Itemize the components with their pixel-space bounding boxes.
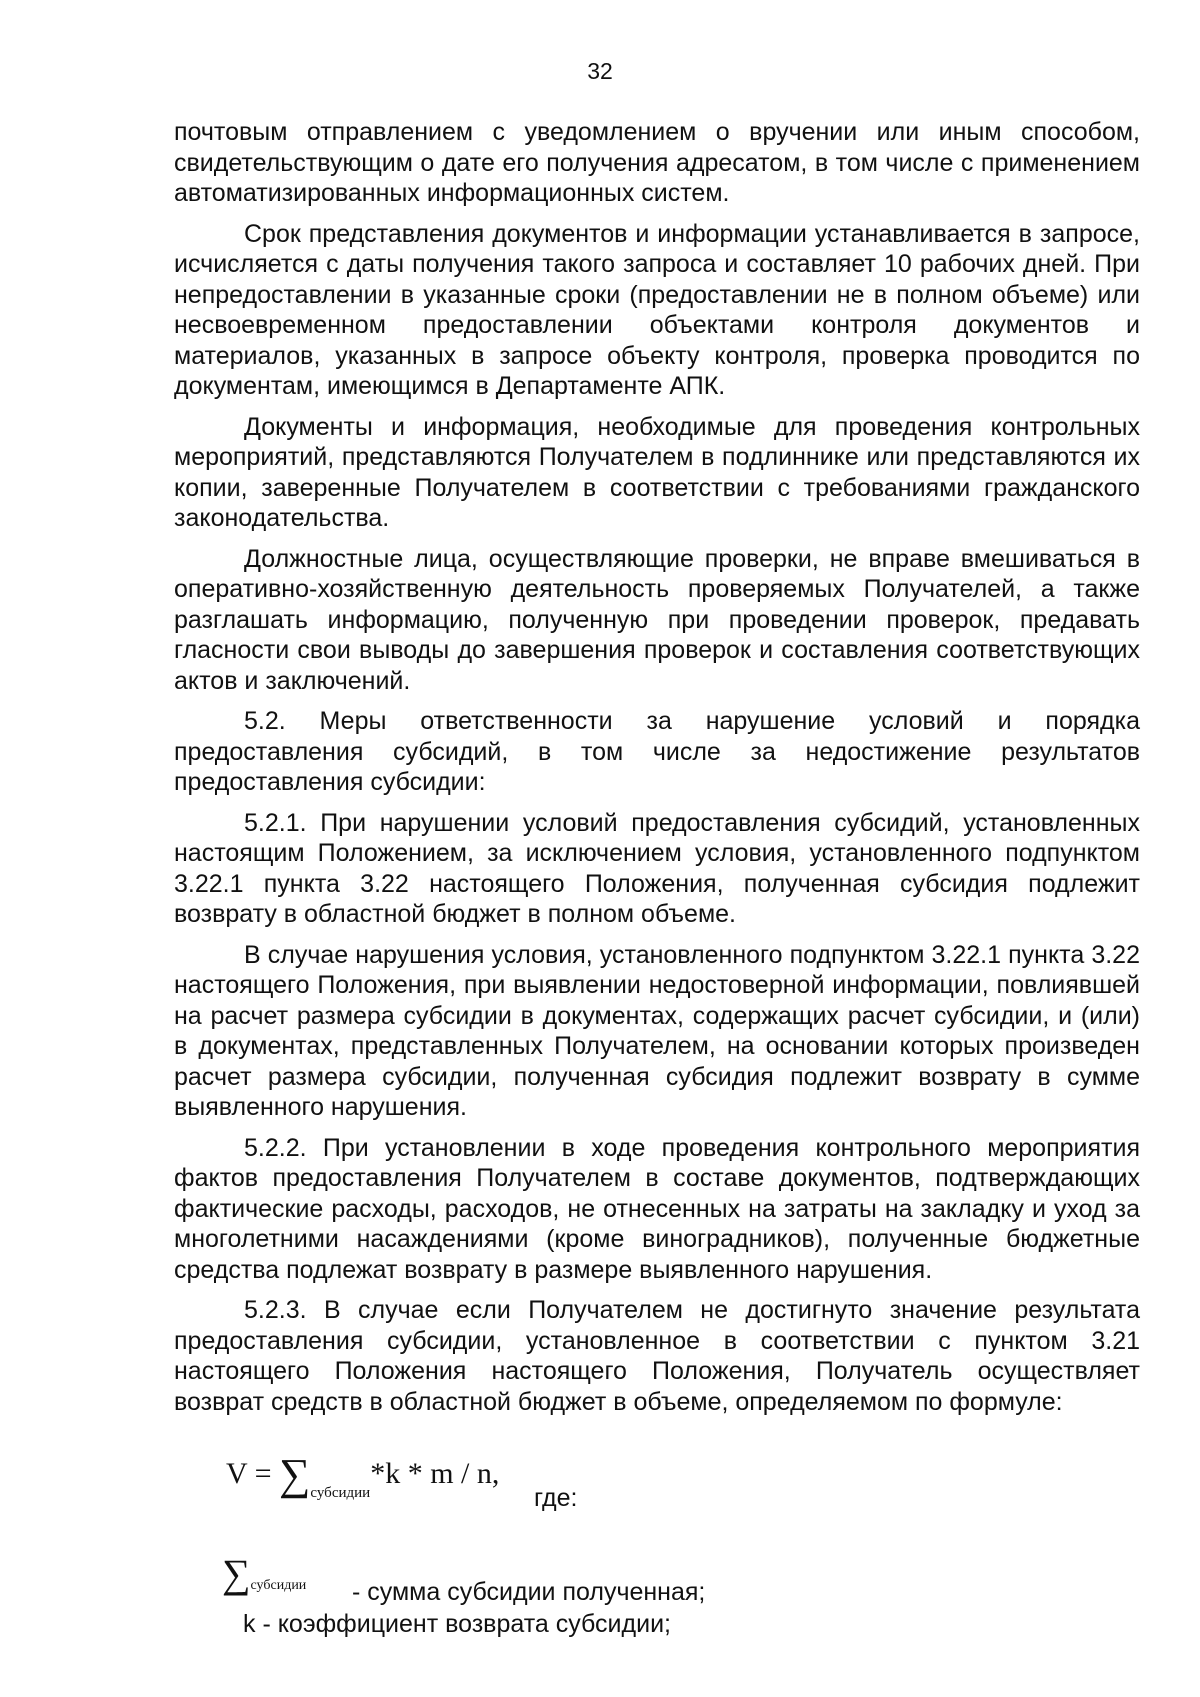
sum-subscript: субсидии [250,1578,307,1593]
paragraph-5-2: 5.2. Меры ответственности за нарушение условий и порядка предоставления субсидий, в том числе за недостижение результатов предоставления субсидии: [174,707,1140,796]
formula-lhs: V = [226,1457,280,1490]
sum-symbol [222,1550,306,1597]
paragraph-5-2-2: 5.2.2. При установлении в ходе проведения контрольного мероприятия фактов предоставления Получателем в составе документов, подтверждающих фактические расходы, расходов, не отнесенных на затраты на закладку и уход за многолетними насаждениями (кроме виноградников), полученные бюджетные средства подлежат возврату в размере выявленного нарушения. [174,1133,1140,1284]
paragraph-violation-case: В случае нарушения условия, установленного подпунктом 3.22.1 пункта 3.22 настоящего Положения, при выявлении недостоверной информации, повлиявшей на расчет размера субсидии в документах, содержащих расчет субсидии, и (или) в документах, представленных Получателем, на основании которых произведен расчет размера субсидии, полученная субсидия подлежит возврату в сумме выявленного нарушения. [174,940,1140,1121]
formula-subscript: субсидии [310,1485,371,1501]
page-number: 32 [587,58,613,84]
formula-expression [226,1450,500,1511]
formula-where: где: [534,1484,578,1512]
document-body [174,117,1140,1427]
definition-sum [222,1550,1122,1610]
paragraph-4: Должностные лица, осуществляющие проверки, не вправе вмешиваться в оперативно-хозяйственную деятельность проверяемых Получателей, а также разглашать информацию, полученную при проведении проверок, предавать гласности свои выводы до завершения проверок и составления соответствующих актов и заключений. [174,544,1140,695]
sigma-symbol: ∑ [279,1450,311,1499]
paragraph-2: Срок представления документов и информации устанавливается в запросе, исчисляется с даты получения такого запроса и составляет 10 рабочих дней. При непредоставлении в указанные сроки (предоставлении не в полном объеме) или несвоевременном предоставлении объектами контроля документов и материалов, указанных в запросе объекту контроля, проверка проводится по документам, имеющимся в Департаменте АПК. [174,219,1140,400]
paragraph-3: Документы и информация, необходимые для проведения контрольных мероприятий, представляются Получателем в подлиннике или представляются их копии, заверенные Получателем в соответствии с требованиями гражданского законодательства. [174,412,1140,532]
paragraph-5-2-1: 5.2.1. При нарушении условий предоставления субсидий, установленных настоящим Положением, за исключением условия, установленного подпунктом 3.22.1 пункта 3.22 настоящего Положения, полученная субсидия подлежит возврату в областной бюджет в полном объеме. [174,808,1140,928]
formula [226,1448,926,1518]
formula-rhs: *k * m / n, [370,1457,500,1490]
paragraph-5-2-3: 5.2.3. В случае если Получателем не достигнуто значение результата предоставления субсидии, установленное в соответствии с пунктом 3.21 настоящего Положения настоящего Положения, Получатель осуществляет возврат средств в областной бюджет в объеме, определяемом по формуле: [174,1296,1140,1416]
definition-k: k - коэффициент возврата субсидии; [243,1610,671,1638]
sigma-symbol: ∑ [222,1551,251,1596]
sum-definition-text: - сумма субсидии полученная; [352,1578,706,1606]
paragraph-1: почтовым отправлением с уведомлением о вручении или иным способом, свидетельствующим о дате его получения адресатом, в том числе с применением автоматизированных информационных систем. [174,118,1140,207]
